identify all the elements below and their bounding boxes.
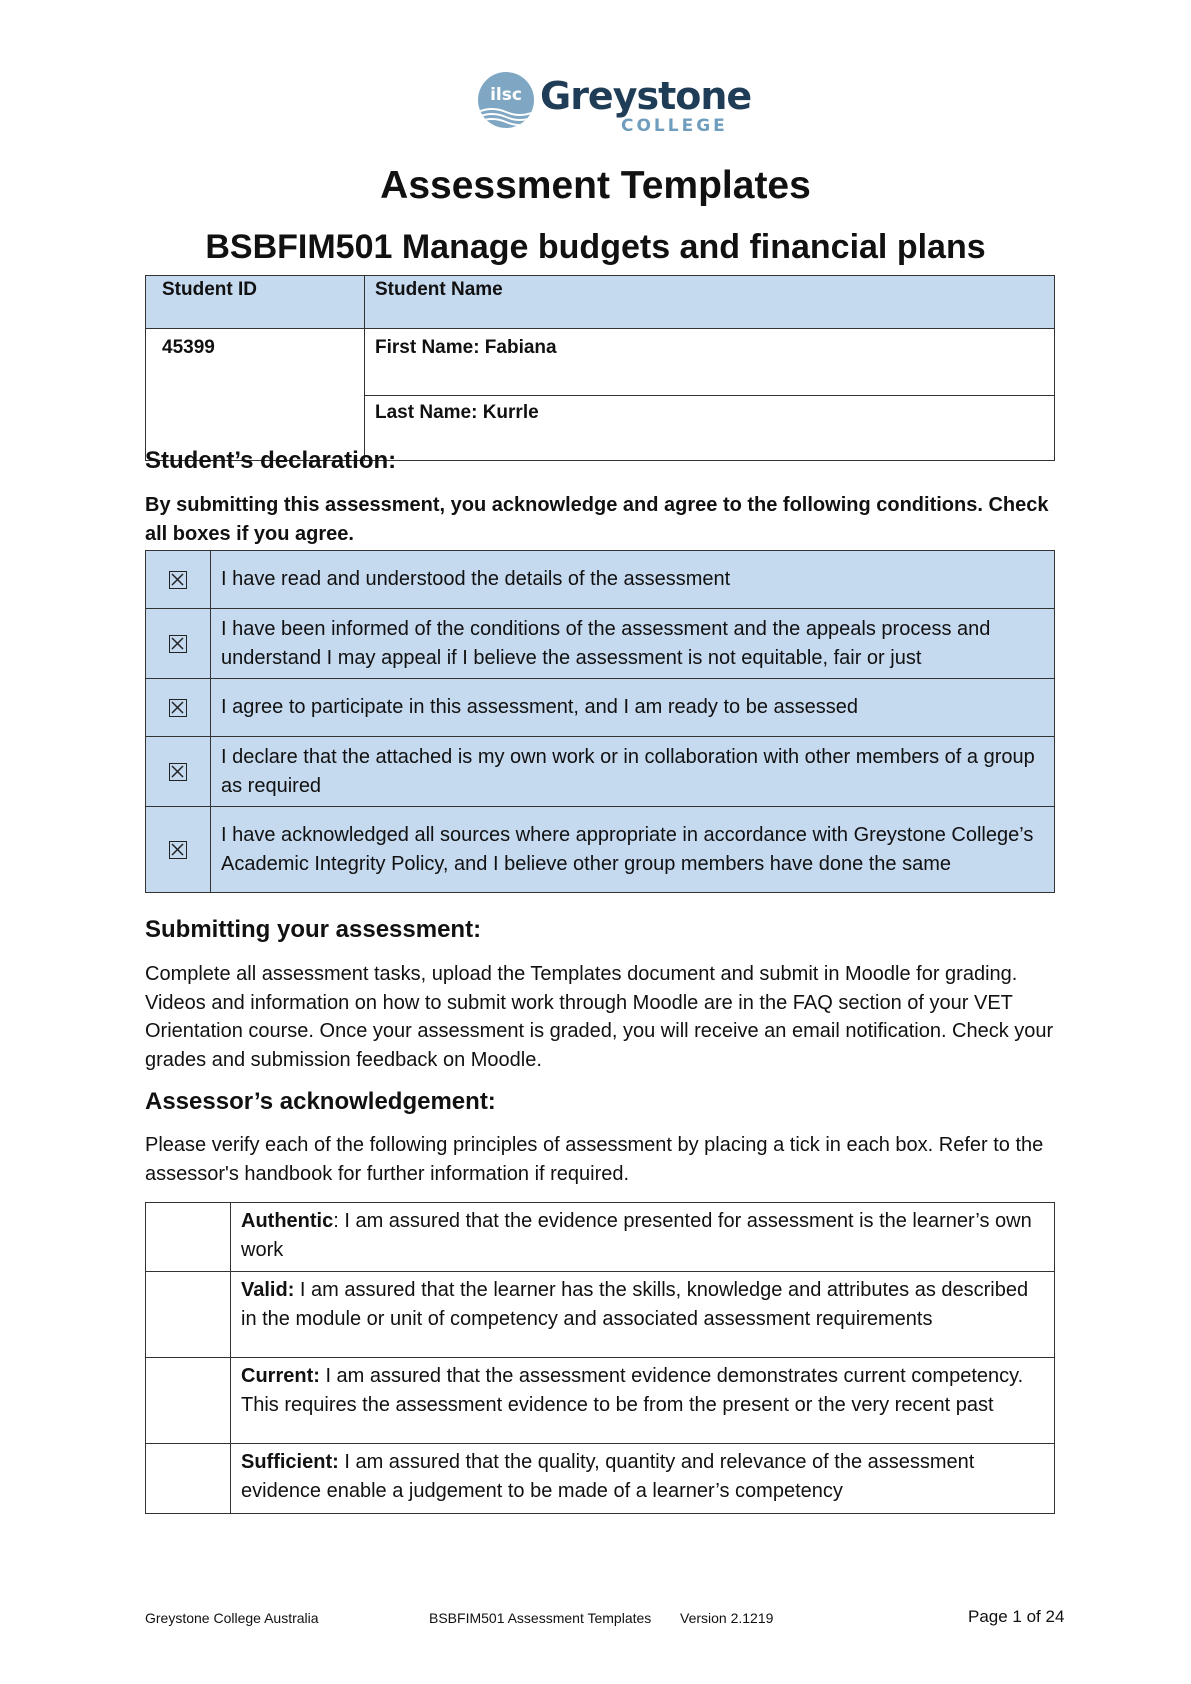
submitting-heading: Submitting your assessment: xyxy=(145,916,482,943)
document-subtitle: BSBFIM501 Manage budgets and financial plans xyxy=(205,228,986,266)
principle-row xyxy=(146,1444,1055,1514)
declaration-row xyxy=(146,551,1055,609)
checkbox-checked-icon[interactable] xyxy=(169,635,187,653)
principle-term: Valid: xyxy=(241,1279,295,1301)
principle-text: I am assured that the quality, quantity and relevance of the assessment evidence enable a judgement to be made of a learner’s competency xyxy=(241,1451,975,1502)
declaration-intro: By submitting this assessment, you acknowledge and agree to the following conditions. Check all boxes if you agree. xyxy=(145,494,1049,545)
logo-college-text: COLLEGE xyxy=(621,116,728,136)
principle-term: Sufficient: xyxy=(241,1451,339,1473)
student-last-name: Last Name: Kurrle xyxy=(365,396,1055,461)
ilsc-badge-icon xyxy=(478,72,534,128)
student-name-header: Student Name xyxy=(365,276,1055,329)
footer-page-number: Page 1 of 24 xyxy=(968,1607,1065,1626)
student-first-name: First Name: Fabiana xyxy=(365,329,1055,396)
principle-term: Current: xyxy=(241,1365,320,1387)
declaration-row xyxy=(146,679,1055,737)
submitting-body: Complete all assessment tasks, upload the Templates document and submit in Moodle for grading. Videos and information on how to submit work through Moodle are in the FAQ section of your VET Orientation course. Once your assessment is graded, you will receive an email notification. Check your grades and submission feedback on Moodle. xyxy=(145,963,1054,1071)
checkbox-checked-icon[interactable] xyxy=(169,763,187,781)
declaration-row xyxy=(146,609,1055,679)
principle-row xyxy=(146,1358,1055,1444)
tick-box[interactable] xyxy=(146,1203,231,1272)
footer-version: Version 2.1219 xyxy=(680,1610,774,1626)
principle-row xyxy=(146,1272,1055,1358)
principle-text: I am assured that the learner has the skills, knowledge and attributes as described in the module or unit of competency and associated assessment requirements xyxy=(241,1279,1029,1330)
principle-term: Authentic xyxy=(241,1210,334,1232)
principle-sep: : xyxy=(333,1210,339,1232)
footer-org: Greystone College Australia xyxy=(145,1610,319,1626)
checkbox-checked-icon[interactable] xyxy=(169,571,187,589)
declaration-row xyxy=(146,807,1055,893)
student-id-header: Student ID xyxy=(146,276,365,329)
declaration-text: I have acknowledged all sources where appropriate in accordance with Greystone College’s Academic Integrity Policy, and I believe other group members have done the same xyxy=(211,807,1055,893)
greystone-logo xyxy=(478,72,752,136)
tick-box[interactable] xyxy=(146,1272,231,1358)
principle-text: I am assured that the evidence presented for assessment is the learner’s own work xyxy=(241,1210,1032,1261)
student-info-table xyxy=(145,275,1055,461)
footer-doc: BSBFIM501 Assessment Templates xyxy=(429,1610,652,1626)
student-id-value: 45399 xyxy=(146,329,365,461)
declaration-text: I have been informed of the conditions of the assessment and the appeals process and understand I may appeal if I believe the assessment is not equitable, fair or just xyxy=(211,609,1055,679)
declaration-table xyxy=(145,550,1055,893)
tick-box[interactable] xyxy=(146,1444,231,1514)
assessor-principles-table xyxy=(145,1202,1055,1514)
principle-row xyxy=(146,1203,1055,1272)
logo-badge-text: ilsc xyxy=(490,85,522,105)
declaration-text: I declare that the attached is my own work or in collaboration with other members of a group as required xyxy=(211,737,1055,807)
tick-box[interactable] xyxy=(146,1358,231,1444)
principle-text: I am assured that the assessment evidence demonstrates current competency. This requires the assessment evidence to be from the present or the very recent past xyxy=(241,1365,1024,1416)
declaration-text: I agree to participate in this assessment, and I am ready to be assessed xyxy=(211,679,1055,737)
declaration-row xyxy=(146,737,1055,807)
assessor-intro: Please verify each of the following principles of assessment by placing a tick in each box. Refer to the assessor's handbook for further information if required. xyxy=(145,1134,1044,1185)
checkbox-checked-icon[interactable] xyxy=(169,841,187,859)
declaration-heading: Student’s declaration: xyxy=(145,447,397,474)
assessor-heading: Assessor’s acknowledgement: xyxy=(145,1088,496,1115)
declaration-text: I have read and understood the details of the assessment xyxy=(211,551,1055,609)
checkbox-checked-icon[interactable] xyxy=(169,699,187,717)
logo-wordmark: Greystone xyxy=(540,74,752,118)
document-title: Assessment Templates xyxy=(380,164,811,207)
